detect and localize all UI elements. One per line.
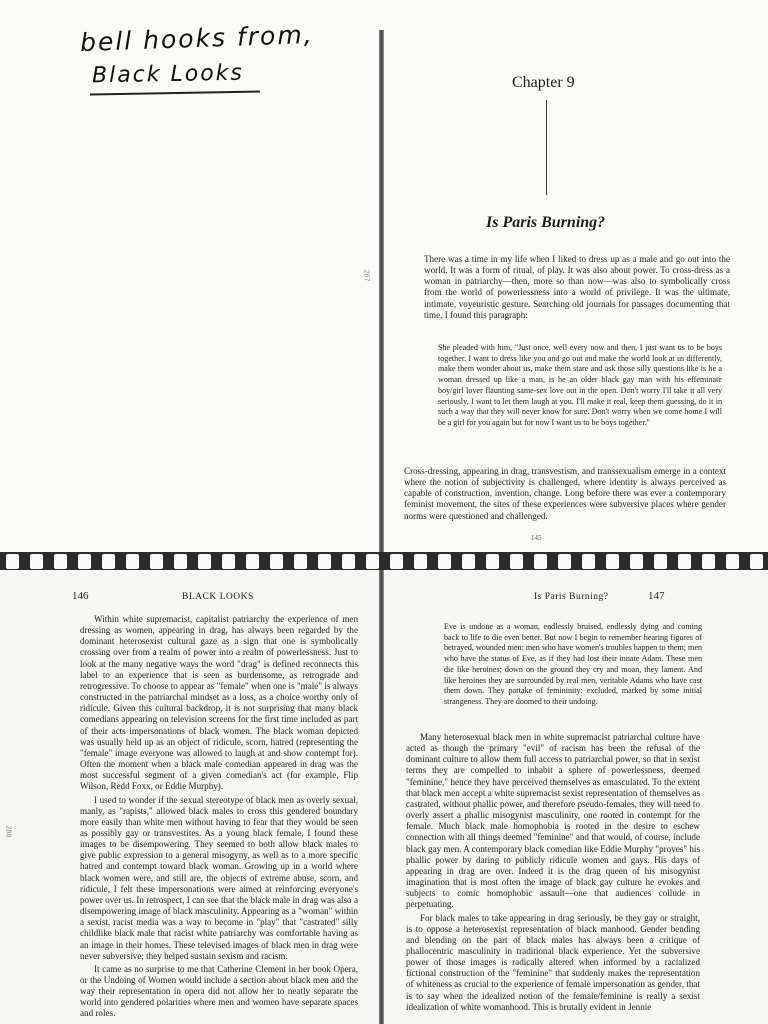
binding-hole: [558, 554, 571, 569]
margin-page-number: 287: [362, 269, 370, 282]
binding-hole: [390, 554, 403, 569]
binding-hole: [294, 554, 307, 569]
chapter-rule: [546, 100, 547, 195]
page-number-left: 146: [72, 590, 89, 602]
binding-hole: [54, 554, 67, 569]
paragraph: There was a time in my life when I liked to dress up as a male and go out into the world. It was a form of ritual, of play. It was also about power. To cross-dress as a woman in patriarchy—then, more so than now—was also to symbolically cross from the world of powerlessness into a world of privilege. It was the ultimate, intimate, voyeuristic gesture. Searching old journals for passages documenting that time, I found this paragraph:: [424, 254, 730, 320]
binding-hole: [126, 554, 139, 569]
paragraph: I used to wonder if the sexual stereotype of black men as overly sexual, manly, as "rapists," allowed black males to cross this gendered boundary more easily than white men without having to fear that they would be seen as possibly gay or transvestites. As a young black female, I found these images to be disempowering. They seemed to both allow black males to give public expression to a general misogyny, as well as to a more specific hatred and contempt toward black woman. Growing up in a world where black women were, and still are, the objects of extreme abuse, scorn, and ridicule, I felt these impersonations were aimed at reinforcing everyone's power over us. In retrospect, I can see that the black male in drag was also a disempowering image of black masculinity. Appearing as a "woman" within a sexist, racist media was a way to become in "play" that "castrated" silly childlike black male that racist white patriarchy was comfortable having as an image in their homes. These televised images of black men in drag were never subversive; they helped sustain sexism and racism.: [80, 794, 358, 961]
chapter-label: Chapter 9: [512, 74, 575, 91]
journal-quote: She pleaded with him, "Just once, well every now and then, I just want us to be boys together. I want to dress like you and go out and make the world look at us differently, make them wonder about us, make them stare and ask those silly questions like is he a woman dressed up like a man, is he an older black gay man with his effeminate boy/girl lover flaunting same-sex love out in the open. Don't worry I'll take it all very seriously, I want to let them laugh at you. I'll make it real, keep them guessing, do it in such a way that they will never know for sure. Don't worry when we come home I will be a girl for you again but for now I want us to be boys together.": [438, 343, 722, 427]
binding-hole: [750, 554, 763, 569]
binding-hole: [6, 554, 19, 569]
binding-hole: [630, 554, 643, 569]
binding-hole: [222, 554, 235, 569]
chapter-intro-paragraph: [424, 254, 730, 321]
binding-hole: [414, 554, 427, 569]
running-head-right: Is Paris Burning?: [534, 592, 609, 602]
chapter-title: Is Paris Burning?: [486, 214, 606, 231]
binding-hole: [462, 554, 475, 569]
left-page-text: [80, 614, 358, 1020]
running-head-left: BLACK LOOKS: [182, 592, 254, 602]
binding-hole: [366, 554, 379, 569]
top-right-page: [384, 0, 768, 556]
binding-hole: [606, 554, 619, 569]
binding-hole: [654, 554, 667, 569]
handwritten-underline: [90, 91, 260, 96]
binding-hole: [702, 554, 715, 569]
binding-hole: [30, 554, 43, 569]
binding-hole: [198, 554, 211, 569]
bottom-left-page: [0, 570, 380, 1024]
paragraph: Many heterosexual black men in white supremacist patriarchal culture have acted as though the primary "evil" of racism has been the refusal of the dominant culture to allow them full access to patriarchal power, so that in sexist terms they are compelled to inhabit a sphere of powerlessness, deemed "feminine," hence they have perceived themselves as emasculated. To the extent that black men accept a white supremacist sexist representation of themselves as castrated, without phallic power, and therefore pseudo-females, they will need to overly assert a phallic misogynist masculinity, one rooted in contempt for the female. Much black male homophobia is rooted in the desire to eschew connection with all things deemed "feminine" and that would, of course, include black gay men. A contemporary black comedian like Eddie Murphy "proves" his phallic power by daring to publicly ridicule women and gays. His days of appearing in drag are over. Indeed it is the drag queen of his misogynist imagination that is most often the image of black gay culture he evokes and subjects to comic homophobic assault—one that audiences collude in perpetuating.: [406, 732, 700, 910]
binding-hole: [726, 554, 739, 569]
cross-dressing-paragraph: [404, 466, 726, 522]
binding-hole: [102, 554, 115, 569]
binding-hole: [246, 554, 259, 569]
paragraph: It came as no surprise to me that Catherine Clement in her book Opera, or the Undoing of Women would include a section about black men and the way their representation in opera did not allow her to neatly separate the world into gendered polarities where men and women have separate spaces and roles.: [80, 963, 358, 1019]
binding-hole: [582, 554, 595, 569]
right-page-text: [406, 732, 700, 1013]
binding-hole: [150, 554, 163, 569]
binding-hole: [678, 554, 691, 569]
binding-hole: [438, 554, 451, 569]
binding-hole: [534, 554, 547, 569]
page-folio: 145: [531, 534, 542, 542]
binding-hole: [318, 554, 331, 569]
handwritten-note-line2: Black Looks: [91, 60, 245, 89]
bottom-right-page: [384, 570, 768, 1024]
margin-page-number: 288: [4, 825, 12, 838]
binding-hole: [342, 554, 355, 569]
binding-hole: [270, 554, 283, 569]
bottom-spread: [0, 570, 768, 1024]
paragraph: For black males to take appearing in drag seriously, be they gay or straight, is to oppose a heterosexist representation of black manhood. Gender bending and blending on the part of black males has always been a critique of phallocentric masculinity in traditional black experience. Yet the subversive power of those images is radically altered when informed by a racialized fictional construction of the "feminine" that suddenly makes the representation of whiteness as crucial to the experience of female impersonation as gender, that is to say when the idealized notion of the female/feminine is really a sexist idealization of white womanhood. This is brutally evident in Jennie: [406, 912, 700, 1012]
page-number-right: 147: [648, 590, 665, 602]
paragraph: Within white supremacist, capitalist patriarchy the experience of men dressing as women, appearing in drag, has always been regarded by the dominant heterosexist cultural gaze as a sign that one is symbolically crossing over from a realm of power into a realm of powerlessness. Just to look at the many negative ways the word "drag" is defined reconnects this label to an experience that is seen as burdensome, as retrograde and retrogressive. To choose to appear as "female" when one is "male" is always constructed in the patriarchal mindset as a loss, as a choice worthy only of ridicule. Given this cultural backdrop, it is not surprising that many black comedians appearing on television screens for the first time included as part of their acts impersonations of black women. The black woman depicted was usually held up as an object of ridicule, scorn, hatred (representing the "female" image everyone was allowed to laugh at and show contempt for). Often the moment when a black male comedian appeared in drag was the most successful segment of a given comedian's act (for example, Flip Wilson, Redd Foxx, or Eddie Murphy).: [80, 614, 358, 792]
binding-hole: [486, 554, 499, 569]
binding-hole: [78, 554, 91, 569]
paragraph: Cross-dressing, appearing in drag, transvestism, and transsexualism emerge in a context where the notion of subjectivity is challenged, where identity is always perceived as capable of construction, invention, change. Long before there was ever a contemporary feminist movement, the sites of these experiences were subversive places where gender norms were questioned and challenged.: [404, 466, 726, 521]
handwritten-note-line1: bell hooks from,: [79, 19, 315, 58]
binding-hole: [510, 554, 523, 569]
binding-hole: [174, 554, 187, 569]
spiral-binding: [0, 552, 768, 572]
clement-block-quote: Eve is undone as a woman, endlessly bruised, endlessly dying and coming back to life to die even better. But now I begin to remember hearing figures of betrayed, wounded men: men who have women's troubles happen to them; men who have the status of Eve, as if they had lost their innate Adam. These men die like heroines; down on the ground they cry and moan, they lament. And like heroines they are surrounded by real men, veritable Adams who have cast them down. They partake of femininity: excluded, marked by some initial strangeness. They are doomed to their undoing.: [444, 622, 702, 706]
top-left-page: [0, 0, 380, 556]
